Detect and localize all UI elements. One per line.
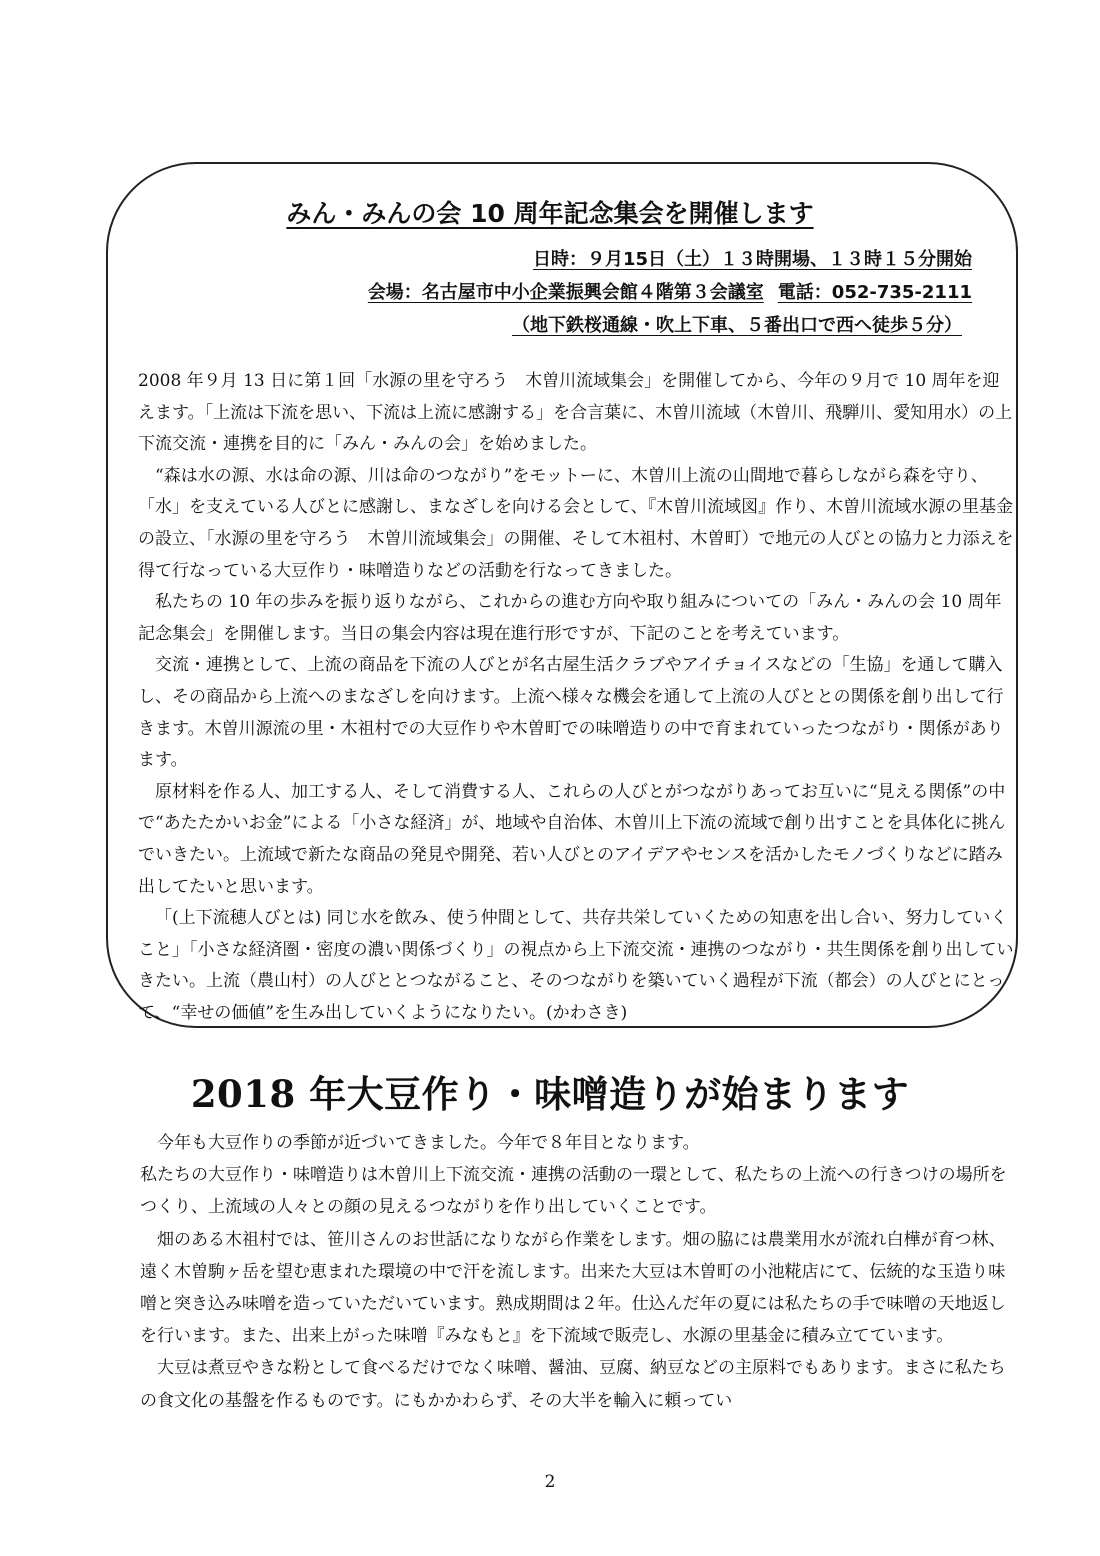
event-access: （地下鉄桜通線・吹上下車、５番出口で西へ徒歩５分） xyxy=(512,315,962,336)
event-venue: 会場：名古屋市中小企業振興会館４階第３会議室 xyxy=(367,282,764,303)
page-number: 2 xyxy=(544,1472,556,1492)
soy-section-title: 2018 年大豆作り・味噌造りが始まります xyxy=(190,1072,910,1116)
soy-paragraph: 畑のある木祖村では、笹川さんのお世話になりながら作業をします。畑の脇には農業用水が流れ白樺が育つ林、遠く木曽駒ヶ岳を望む恵まれた環境の中で汗を流します。出来た大豆は木曽町の小池糀店にて、伝統的な玉造り味噌と突き込み味噌を造っていただいています。熟成期間は２年。仕込んだ年の夏には私たちの手で味噌の天地返しを行います。また、出来上がった味噌『みなもと』を下流域で販売し、水源の里基金に積み立てています。 xyxy=(140,1229,1006,1347)
event-phone: 電話：052-735-2111 xyxy=(777,282,972,303)
event-title xyxy=(0,194,1100,230)
soy-paragraph: 私たちの大豆作り・味噌造りは木曽川上下流交流・連携の活動の一環として、私たちの上流への行きつけの場所をつくり、上流域の人々との顔の見えるつながりを作り出していくことです。 xyxy=(140,1165,1007,1218)
soy-section-body xyxy=(140,1127,1020,1417)
event-paragraph: 原材料を作る人、加工する人、そして消費する人、これらの人びとがつながりあってお互いに“見える関係”の中で“あたたかいお金”による「小さな経済」が、地域や自治体、木曽川上下流の流域で創り出すことを具体化に挑んでいきたい。上流域で新たな商品の発見や開発、若い人びとのアイデアやセンスを活かしたモノづくりなどに踏み出してたいと思います。 xyxy=(138,781,1006,897)
event-title-text: みん・みんの会 10 周年記念集会を開催します xyxy=(286,199,814,228)
event-venue-line xyxy=(368,278,972,304)
soy-paragraph: 大豆は煮豆やきな粉として食べるだけでなく味噌、醤油、豆腐、納豆などの主原料でもあります。まさに私たちの食文化の基盤を作るものです。にもかかわらず、その大半を輸入に頼ってい xyxy=(140,1358,1006,1411)
event-paragraph: “森は水の源、水は命の源、川は命のつながり”をモットーに、木曽川上流の山間地で暮らしながら森を守り、「水」を支えている人びとに感謝し、まなざしを向ける会として、『木曽川流域図』作り、木曽川流域水源の里基金の設立、「水源の里を守ろう 木曽川流域集会」の開催、そして木祖村、木曽町）で地元の人びとの協力と力添えを得て行なっている大豆作り・味噌造りなどの活動を行なってきました。 xyxy=(138,465,1014,581)
event-paragraph: 交流・連携として、上流の商品を下流の人びとが名古屋生活クラブやアイチョイスなどの「生協」を通して購入し、その商品から上流へのまなざしを向けます。上流へ様々な機会を通して上流の人びととの関係を創り出して行きます。木曽川源流の里・木祖村での大豆作りや木曽町での味噌造りの中で育まれていったつながり・関係があります。 xyxy=(138,655,1004,771)
event-paragraph: 2008 年９月 13 日に第１回「水源の里を守ろう 木曽川流域集会」を開催してから、今年の９月で 10 周年を迎えます。「上流は下流を思い、下流は上流に感謝する」を合言葉に、木曽川流域（木曽川、飛騨川、愛知用水）の上下流交流・連携を目的に「みん・みんの会」を始めました。 xyxy=(138,371,1013,455)
soy-paragraph: 今年も大豆作りの季節が近づいてきました。今年で８年目となります。 xyxy=(157,1133,700,1153)
event-body xyxy=(138,366,1016,1029)
event-paragraph: 「(上下流穂人びとは) 同じ水を飲み、使う仲間として、共存共栄していくための知恵を出し合い、努力していくこと」「小さな経済圏・密度の濃い関係づくり」の視点から上下流交流・連携のつながり・共生関係を創り出していきたい。上流（農山村）の人びととつながること、そのつながりを築いていく過程が下流（都会）の人びとにとって、“幸せの価値”を生み出していくようになりたい。(かわさき) xyxy=(138,908,1014,1023)
event-paragraph: 私たちの 10 年の歩みを振り返りながら、これからの進む方向や取り組みについての「みん・みんの会 10 周年記念集会」を開催します。当日の集会内容は現在進行形ですが、下記のことを考えています。 xyxy=(138,592,1002,644)
event-date: 日時：９月15日（土）１３時開場、１３時１５分開始 xyxy=(532,249,972,270)
